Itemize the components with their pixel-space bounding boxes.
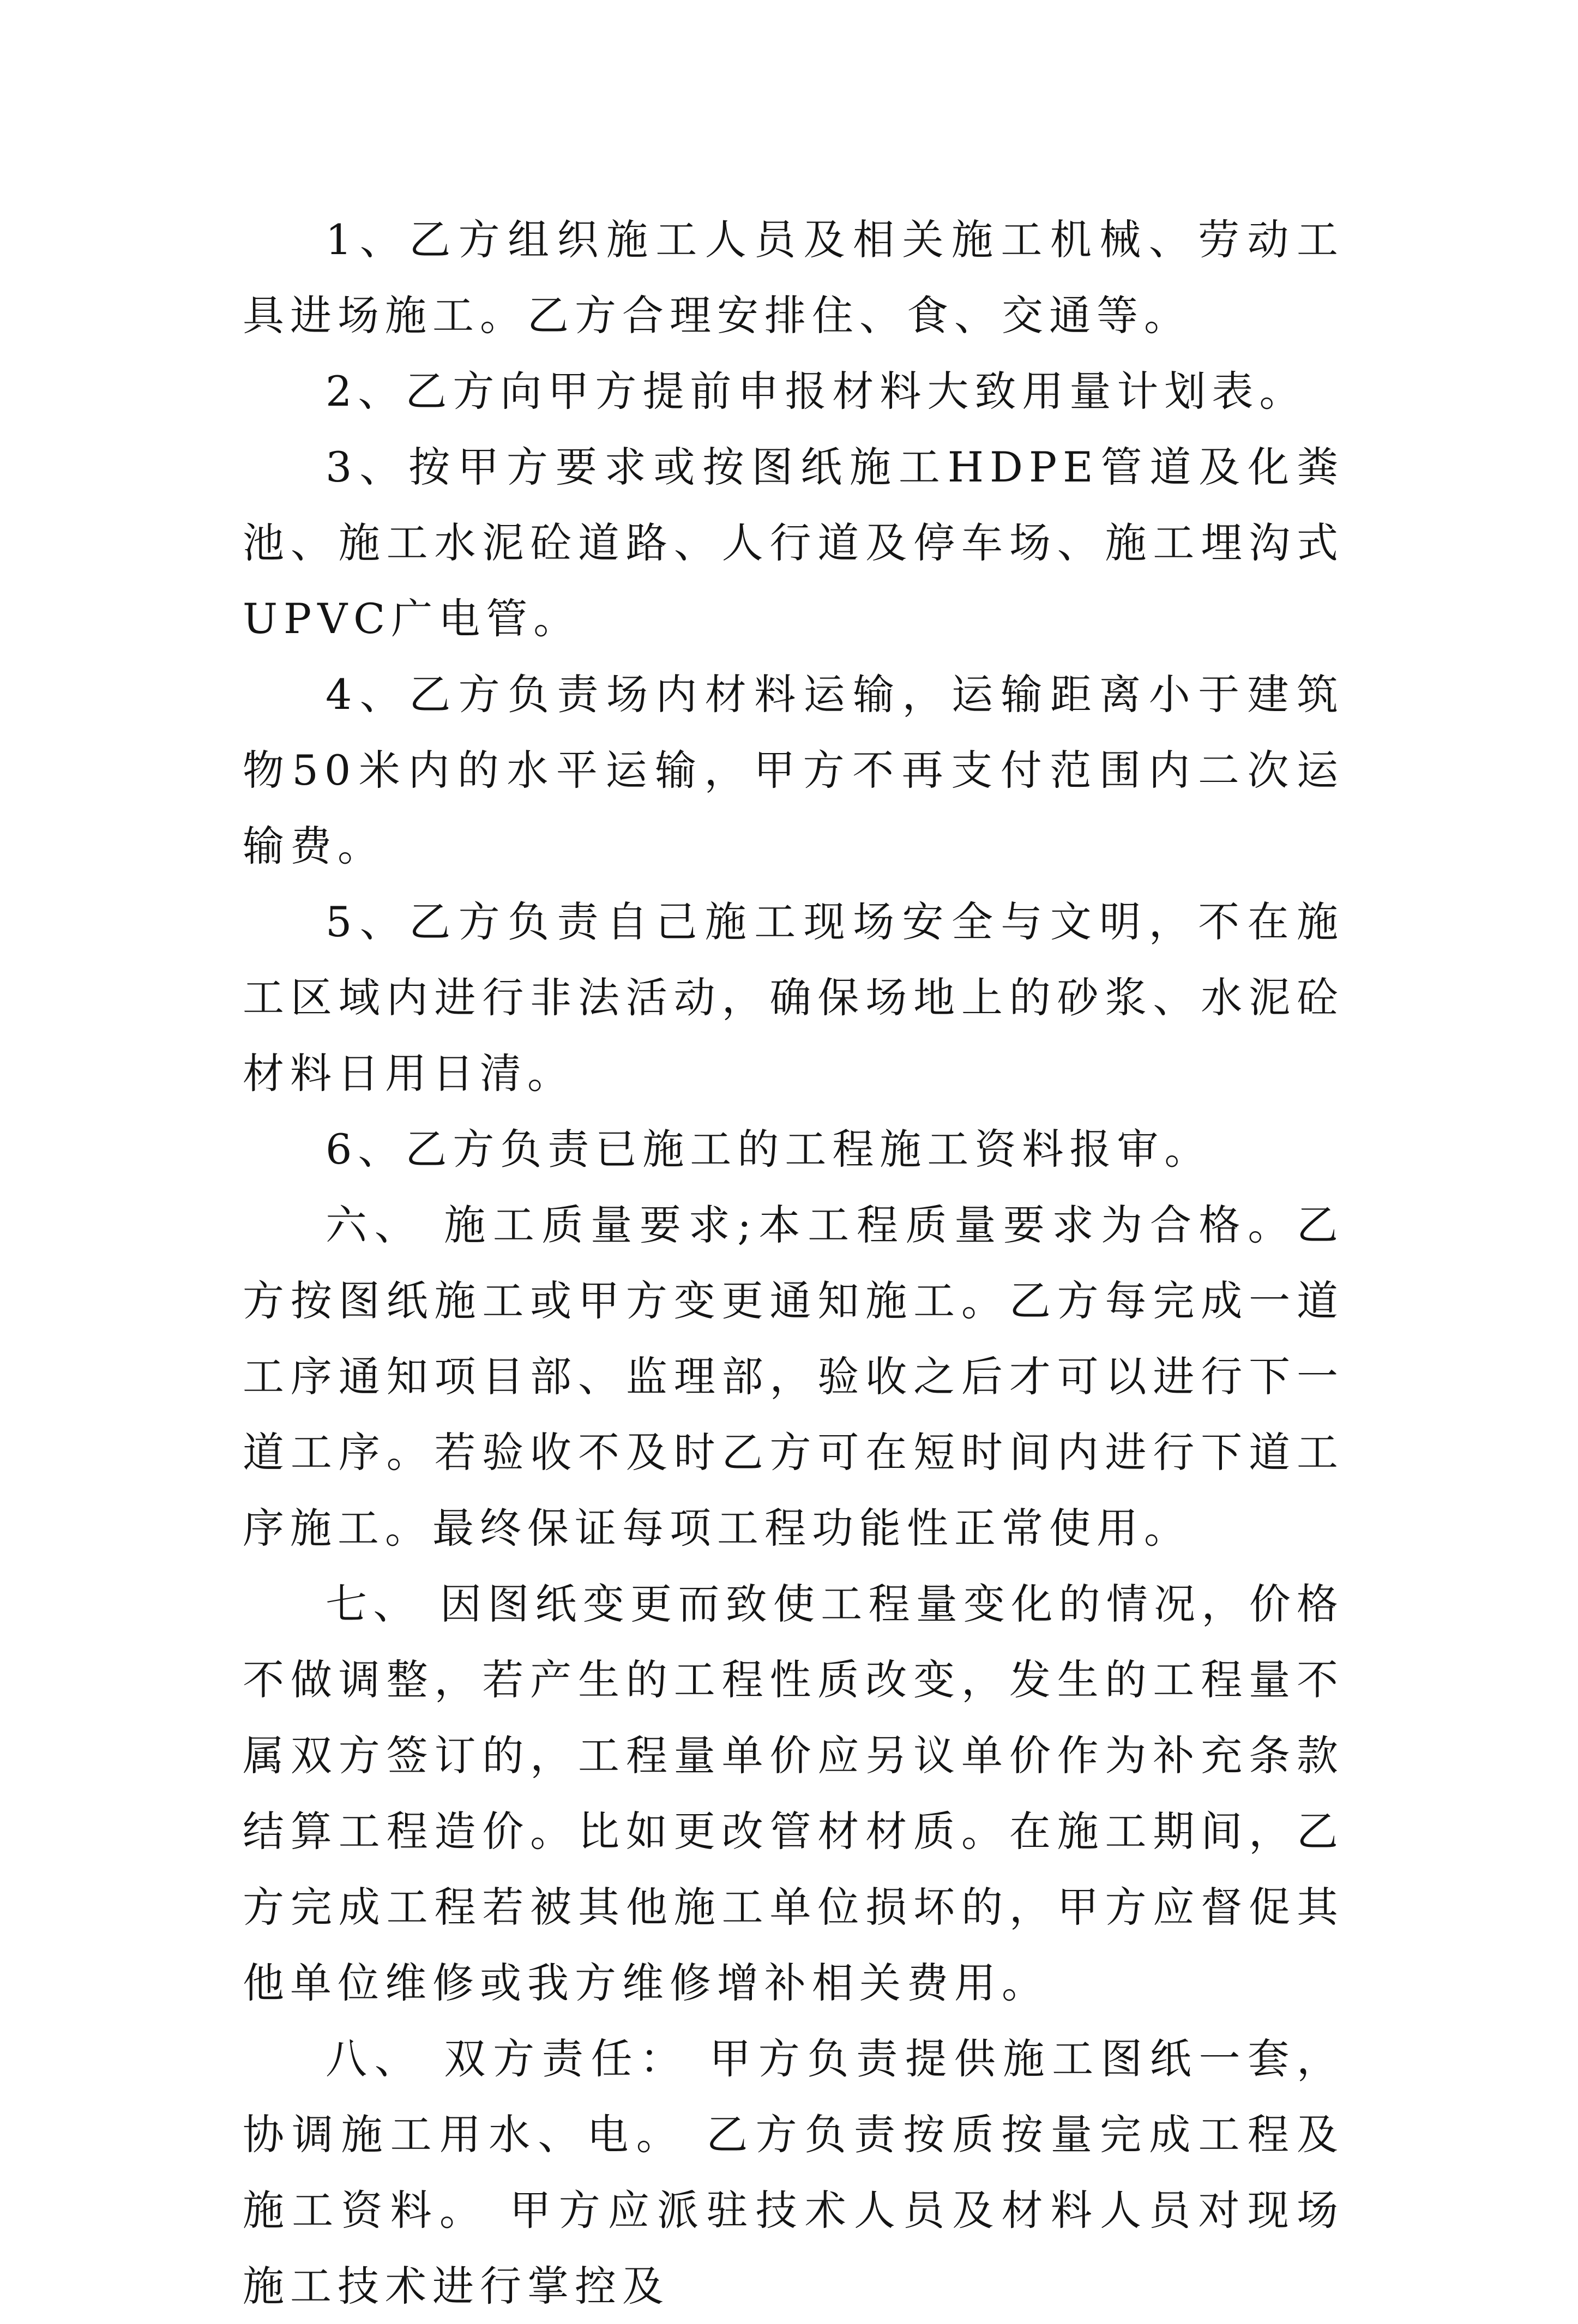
paragraph-6: 6、乙方负责已施工的工程施工资料报审。 (326, 1125, 1212, 1173)
paragraph-section-8: 八、 双方责任： 甲方负责提供施工图纸一套，协调施工用水、电。 乙方负责按质按量完成工程及施工资料。 甲方应派驻技术人员及材料人员对现场施工技术进行掌控及 (243, 2034, 1344, 2310)
paragraph-2: 2、乙方向甲方提前申报材料大致用量计划表。 (326, 367, 1307, 416)
paragraph-3: 3、按甲方要求或按图纸施工HDPE管道及化粪池、施工水泥砼道路、人行道及停车场、施工埋沟式UPVC广电管。 (243, 443, 1344, 643)
document-body (243, 202, 1344, 2324)
paragraph-4: 4、乙方负责场内材料运输，运输距离小于建筑物50米内的水平运输，甲方不再支付范围内二次运输费。 (243, 670, 1344, 870)
paragraph-5: 5、乙方负责自己施工现场安全与文明，不在施工区域内进行非法活动，确保场地上的砂浆、水泥砼材料日用日清。 (243, 898, 1344, 1098)
paragraph-1: 1、乙方组织施工人员及相关施工机械、劳动工具进场施工。乙方合理安排住、食、交通等。 (243, 215, 1344, 340)
paragraph-section-6: 六、 施工质量要求;本工程质量要求为合格。乙方按图纸施工或甲方变更通知施工。乙方每完成一道工序通知项目部、监理部，验收之后才可以进行下一道工序。若验收不及时乙方可在短时间内进行下道工序施工。最终保证每项工程功能性正常使用。 (243, 1201, 1344, 1552)
paragraph-section-7: 七、 因图纸变更而致使工程量变化的情况，价格不做调整，若产生的工程性质改变，发生的工程量不属双方签订的，工程量单价应另议单价作为补充条款结算工程造价。比如更改管材材质。在施工期间，乙方完成工程若被其他施工单位损坏的，甲方应督促其他单位维修或我方维修增补相关费用。 (243, 1580, 1344, 2007)
